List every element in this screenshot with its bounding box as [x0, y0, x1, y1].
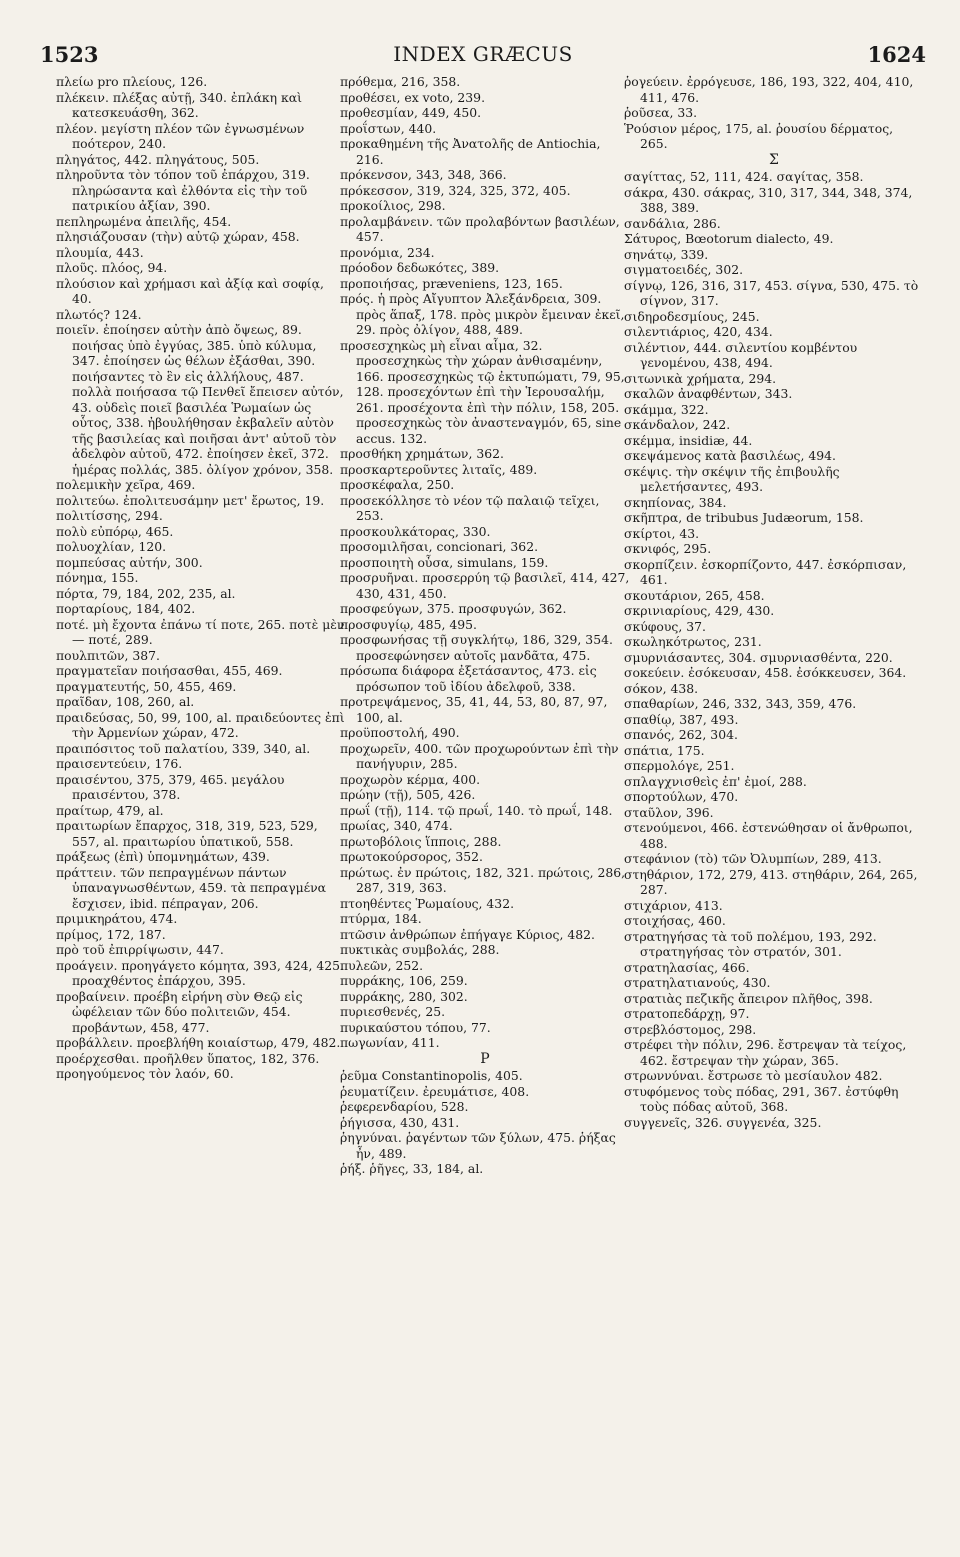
- index-entry: σπλαγχνισθεὶς ἐπ' ἐμοί, 288.: [624, 773, 807, 789]
- index-entry: πορταρίους, 184, 402.: [56, 601, 196, 616]
- index-entry: προσφωνήσας τῇ συγκλήτῳ, 186, 329, 354. προσεφώνησεν αὐτοῖς μανδᾶτα, 475.: [340, 632, 613, 663]
- index-entry: προθέσει, ex voto, 239.: [340, 89, 486, 105]
- index-entry: πρόκενσον, 343, 348, 366.: [340, 167, 507, 182]
- index-entry: προΐστων, 440.: [340, 120, 437, 136]
- index-entry: πλωτός? 124.: [56, 306, 142, 322]
- index-entry: πραισεντεύειν, 176.: [56, 756, 183, 771]
- index-entry: σταῦλον, 396.: [624, 804, 714, 820]
- index-entry: πτῶσιν ἀνθρώπων ἐπήγαγε Κύριος, 482.: [340, 926, 595, 942]
- page-header: [40, 40, 926, 70]
- index-entry: προχωρεῖν, 400. τῶν προχωρούντων ἐπὶ τὴν πανήγυριν, 285.: [340, 740, 619, 771]
- index-entry: πολυοχλίαν, 120.: [56, 539, 167, 554]
- index-entry: πλοῦς. πλόος, 94.: [56, 260, 168, 275]
- index-entry: σκορπίζειν. ἐσκορπίζοντο, 447. ἐσκόρπισαν, 461.: [624, 556, 907, 587]
- index-entry: Σάτυρος, Bœotorum dialecto, 49.: [624, 231, 834, 246]
- index-entry: πυρικαύστου τόπου, 77.: [340, 1019, 491, 1035]
- index-entry: σοκεύειν. ἐσόκευσαν, 458. ἐσόκκευσεν, 364.: [624, 665, 907, 680]
- index-entry: σπαθίῳ, 387, 493.: [624, 711, 739, 727]
- index-entry: προκοίλιος, 298.: [340, 198, 446, 213]
- index-entry: σκαλῶν ἀναφθέντων, 343.: [624, 386, 793, 401]
- index-entry: ποιεῖν. ἐποίησεν αὐτὴν ἀπὸ ὄψεως, 89. ποιήσας ὑπὸ ἐγγύας, 385. ὑπὸ κύλυμα, 347. ἐποίησεν ὡς θέλων ἐξάσθαι, 390. ποιήσαντες τὸ ἓν εἰς ἀλλήλους, 487. πολλὰ ποιήσασα τῷ Πενθεῖ ἔπεισεν αὐτόν, 43. οὐδεὶς ποιεῖ βασιλέα Ῥωμαίων ὡς οὗτος, 338. ἠβουλήθησαν ἐκβαλεῖν αὐτὸν τῆς βασιλείας καὶ ποιῆσαι ἀντ' αὐτοῦ τὸν ἀδελφὸν αὐτοῦ, 472. ἐποίησεν ἐκεῖ, 372. ἡμέρας πολλάς, 385. ὀλίγον χρόνον, 358.: [56, 322, 344, 477]
- index-entry: σηνάτῳ, 339.: [624, 246, 709, 262]
- index-entry: προκαθημένη τῆς Ἀνατολῆς de Antiochia, 216.: [340, 136, 601, 167]
- index-entry: ῥήγισσα, 430, 431.: [340, 1114, 460, 1130]
- page-number-left: 1523: [40, 42, 99, 67]
- index-entry: πράττειν. τῶν πεπραγμένων πάντων ὑπαναγνωσθέντων, 459. τὰ πεπραγμένα ἔσχισεν, ibid. πέπραγαν, 206.: [56, 864, 327, 911]
- index-entry: σπαθαρίων, 246, 332, 343, 359, 476.: [624, 696, 857, 711]
- index-entry: πραισέντου, 375, 379, 465. μεγάλου πραισέντου, 378.: [56, 771, 285, 802]
- index-entry: σκέμμα, insidiæ, 44.: [624, 432, 753, 448]
- section-letter: Ρ: [480, 1050, 490, 1067]
- index-entry: πυκτικὰς συμβολάς, 288.: [340, 942, 500, 957]
- index-entry: στηθάριον, 172, 279, 413. στηθάριν, 264, 265, 287.: [624, 866, 918, 897]
- index-entry: προσφεύγων, 375. προσφυγών, 362.: [340, 601, 567, 616]
- index-entry: πληροῦντα τὸν τόπον τοῦ ἐπάρχου, 319. πληρώσαντα καὶ ἐλθόντα εἰς τὴν τοῦ πατρικίου ἀξίαν, 390.: [56, 167, 310, 213]
- index-entry: ῥεφερενδαρίου, 528.: [340, 1099, 469, 1114]
- index-entry: στρατιὰς πεζικῆς ἄπειρον πλῆθος, 398.: [624, 990, 873, 1006]
- index-entry: προτρεψάμενος, 35, 41, 44, 53, 80, 87, 97, 100, al.: [340, 694, 608, 725]
- index-entry: πομπεύσας αὐτήν, 300.: [56, 554, 203, 570]
- index-entry: πόρτα, 79, 184, 202, 235, al.: [56, 585, 236, 601]
- index-entry: προβαίνειν. προέβη εἰρήνη σὺν Θεῷ εἰς ὠφέλειαν τῶν δύο πολιτειῶν, 454. προβάντων, 458, 477.: [56, 988, 303, 1035]
- index-entry: πραιπόσιτος τοῦ παλατίου, 339, 340, al.: [56, 740, 311, 756]
- index-entry: ῥηγνύναι. ῥαγέντων τῶν ξύλων, 475. ῥήξας ἦν, 489.: [340, 1130, 616, 1161]
- index-entry: πρόθεμα, 216, 358.: [340, 74, 461, 89]
- index-entry: στοιχήσας, 460.: [624, 913, 726, 928]
- index-entry: πουλπιτῶν, 387.: [56, 647, 160, 663]
- index-entry: σκρινιαρίους, 429, 430.: [624, 603, 775, 618]
- index-entry: στυφόμενος τοὺς πόδας, 291, 367. ἐστύφθη τοὺς πόδας αὐτοῦ, 368.: [624, 1083, 899, 1114]
- index-entry: προσκουλκάτορας, 330.: [340, 523, 491, 539]
- index-entry: πρωΐ (τῇ), 114. τῷ πρωΐ, 140. τὸ πρωΐ, 148.: [340, 802, 613, 818]
- index-entry: πυρράκης, 280, 302.: [340, 988, 468, 1004]
- index-entry: πρόοδον δεδωκότες, 389.: [340, 260, 500, 275]
- index-entry: στρατηλασίας, 466.: [624, 959, 750, 975]
- index-entry: σκάμμα, 322.: [624, 401, 709, 417]
- index-entry: πραίτωρ, 479, al.: [56, 802, 164, 818]
- index-entry: προθεσμίαν, 449, 450.: [340, 105, 482, 120]
- index-entry: πολὺ εὐπόρῳ, 465.: [56, 523, 174, 539]
- index-entry: σκίρτοι, 43.: [624, 525, 700, 541]
- index-entry: πωγωνίαν, 411.: [340, 1035, 440, 1050]
- index-entry: σάκρα, 430. σάκρας, 310, 317, 344, 348, 374, 388, 389.: [624, 184, 913, 215]
- index-entry: σόκον, 438.: [624, 680, 699, 696]
- index-entry: πτοηθέντες Ῥωμαίους, 432.: [340, 895, 515, 911]
- index-entry: πρός. ἡ πρὸς Αἴγυπτον Ἀλεξάνδρεια, 309. πρὸς ἅπαξ, 178. πρὸς μικρὸν ἔμειναν ἐκεῖ, 29. πρὸς ὀλίγον, 488, 489.: [340, 291, 625, 337]
- index-entry: πραιδεύσας, 50, 99, 100, al. πραιδεύοντες ἐπὶ τὴν Ἀρμενίων χώραν, 472.: [56, 709, 345, 740]
- index-entry: σιλέντιον, 444. σιλεντίου κομβέντου γενομένου, 438, 494.: [624, 339, 858, 370]
- index-entry: πεπληρωμένα ἀπειλῆς, 454.: [56, 213, 232, 229]
- index-entry: πράξεως (ἐπὶ) ὑπομνημάτων, 439.: [56, 849, 270, 864]
- running-title: INDEX GRÆCUS: [393, 42, 573, 66]
- index-entry: στρατοπεδάρχῃ, 97.: [624, 1006, 750, 1021]
- index-entry: πριμικηράτου, 474.: [56, 911, 178, 926]
- index-entry: πόνημα, 155.: [56, 570, 139, 585]
- page-number-right: 1624: [867, 42, 926, 67]
- index-entry: συγγενεῖς, 326. συγγενέα, 325.: [624, 1114, 822, 1130]
- index-entry: στιχάριον, 413.: [624, 897, 723, 913]
- index-entry: πολιτεύω. ἐπολιτευσάμην μετ' ἔρωτος, 19.: [56, 492, 325, 508]
- index-entry: πληγάτος, 442. πληγάτους, 505.: [56, 151, 260, 167]
- index-entry: ῥεῦμα Constantinopolis, 405.: [340, 1068, 523, 1083]
- index-entry: προϋποστολή, 490.: [340, 725, 460, 740]
- index-entry: πρωτοβόλοις ἵπποις, 288.: [340, 833, 502, 849]
- index-entry: προηγούμενος τὸν λαόν, 60.: [56, 1066, 234, 1081]
- index-entry: πραῖδαν, 108, 260, al.: [56, 694, 195, 709]
- index-entry: πλουμία, 443.: [56, 244, 144, 260]
- index-entry: σπορτούλων, 470.: [624, 789, 739, 804]
- index-entry: πολιτίσσης, 294.: [56, 508, 163, 523]
- index-entry: στεφάνιον (τὸ) τῶν Ὀλυμπίων, 289, 413.: [624, 851, 882, 866]
- index-entry: ῥοῦσεα, 33.: [624, 105, 698, 120]
- index-column-1: [56, 74, 346, 1082]
- index-entry: πρὸ τοῦ ἐπιρρίψωσιν, 447.: [56, 942, 224, 957]
- index-entry: πρίμος, 172, 187.: [56, 926, 166, 942]
- index-entry: σπάτια, 175.: [624, 742, 705, 758]
- index-entry: ῥευματίζειν. ἐρευμάτισε, 408.: [340, 1083, 530, 1099]
- index-entry: προχωρὸν κέρμα, 400.: [340, 771, 481, 787]
- index-entry: προβάλλειν. προεβλήθη κοιαίστωρ, 479, 482.: [56, 1035, 341, 1050]
- index-entry: προσκέφαλα, 250.: [340, 477, 455, 492]
- index-entry: σκνιφός, 295.: [624, 541, 712, 556]
- index-entry: πλούσιον καὶ χρήμασι καὶ ἀξίᾳ καὶ σοφίᾳ, 40.: [56, 275, 324, 306]
- index-entry: ῥογεύειν. ἐρρόγευσε, 186, 193, 322, 404, 410, 411, 476.: [624, 74, 914, 105]
- index-column-2: [340, 74, 630, 1177]
- index-entry: πλέον. μεγίστη πλέον τῶν ἐγνωσμένων ποότερον, 240.: [56, 120, 305, 151]
- index-entry: σκῆπτρα, de tribubus Judæorum, 158.: [624, 510, 864, 525]
- index-entry: πρόσωπα διάφορα ἐξετάσαντος, 473. εἰς πρόσωπον τοῦ ἰδίου ἀδελφοῦ, 338.: [340, 663, 597, 694]
- index-entry: σμυρνιάσαντες, 304. σμυρνιασθέντα, 220.: [624, 649, 893, 665]
- index-entry: προσποιητὴ οὖσα, simulans, 159.: [340, 554, 549, 570]
- index-entry: σανδάλια, 286.: [624, 215, 721, 231]
- index-entry: πραγματευτής, 50, 455, 469.: [56, 678, 237, 694]
- index-entry: σπερμολόγε, 251.: [624, 758, 735, 773]
- index-entry: πρόκεσσον, 319, 324, 325, 372, 405.: [340, 182, 571, 198]
- index-entry: σιγματοειδές, 302.: [624, 262, 744, 277]
- index-entry: πρωίας, 340, 474.: [340, 818, 453, 833]
- index-column-3: [624, 74, 924, 1130]
- index-entry: σιλεντιάριος, 420, 434.: [624, 324, 773, 339]
- index-entry: προσθήκη χρημάτων, 362.: [340, 446, 504, 461]
- index-entry: πλησιάζουσαν (τὴν) αὐτῷ χώραν, 458.: [56, 229, 300, 244]
- index-entry: σιδηροδεσμίους, 245.: [624, 308, 760, 324]
- index-entry: πραιτωρίων ἔπαρχος, 318, 319, 523, 529, 557, al. πραιτωρίου ὑπατικοῦ, 558.: [56, 818, 318, 849]
- index-entry: προποιήσας, præveniens, 123, 165.: [340, 275, 563, 291]
- index-entry: προσκαρτεροῦντες λιταῖς, 489.: [340, 461, 538, 477]
- index-entry: στρατηλατιανούς, 430.: [624, 975, 771, 990]
- index-entry: σπανός, 262, 304.: [624, 727, 738, 742]
- index-entry: ποτέ. μὴ ἔχοντα ἐπάνω τί ποτε, 265. ποτὲ μὲν — ποτέ, 289.: [56, 616, 345, 647]
- index-entry: σκύφους, 37.: [624, 618, 706, 634]
- index-entry: πραγματεῖαν ποιήσασθαι, 455, 469.: [56, 663, 283, 678]
- index-entry: προσεσχηκὼς μὴ εἶναι αἷμα, 32. προσεσχηκὼς τὴν χώραν ἀνθισαμένην, 166. προσεσχηκὼς τῷ ἐκτυπώματι, 79, 95, 128. προσεχόντων ἐπὶ τὴν Ἱερουσαλήμ, 261. προσέχοντα ἐπὶ τὴν πόλιν, 158, 205. προσεσχηκὼς τὸν ἀναστεναγμόν, 65, sine accus. 132.: [340, 337, 625, 446]
- index-entry: προσομιλῆσαι, concionari, 362.: [340, 539, 539, 554]
- index-entry: προνόμια, 234.: [340, 244, 435, 260]
- index-entry: πρωτοκούρσορος, 352.: [340, 849, 483, 864]
- index-entry: στρέφει τὴν πόλιν, 296. ἔστρεψαν τὰ τείχος, 462. ἔστρεψαν τὴν χώραν, 365.: [624, 1037, 907, 1068]
- index-entry: προλαμβάνειν. τῶν προλαβόντων βασιλέων, 457.: [340, 213, 620, 244]
- index-entry: σκέψις. τὴν σκέψιν τῆς ἐπιβουλῆς μελετήσαντες, 493.: [624, 463, 840, 494]
- index-entry: στρωννύναι. ἔστρωσε τὸ μεσίαυλον 482.: [624, 1068, 883, 1083]
- index-entry: σιτωνικὰ χρήματα, 294.: [624, 370, 777, 386]
- index-entry: πυλεῶν, 252.: [340, 957, 424, 973]
- index-entry: προσφυγίῳ, 485, 495.: [340, 616, 477, 632]
- index-entry: στενούμενοι, 466. ἐστενώθησαν οἱ ἄνθρωποι, 488.: [624, 820, 913, 851]
- index-entry: προσρυῆναι. προσερρύη τῷ βασιλεῖ, 414, 427, 430, 431, 450.: [340, 570, 630, 601]
- index-entry: πρώτως. ἐν πρώτοις, 182, 321. πρώτοις, 286, 287, 319, 363.: [340, 864, 626, 895]
- index-entry: σκωληκότρωτος, 231.: [624, 634, 762, 649]
- index-entry: σκηπίονας, 384.: [624, 494, 727, 510]
- index-entry: σκουτάριον, 265, 458.: [624, 587, 765, 603]
- section-letter: Σ: [769, 151, 779, 168]
- index-entry: πυριεσθενές, 25.: [340, 1004, 446, 1019]
- index-entry: πολεμικὴν χεῖρα, 469.: [56, 477, 196, 492]
- index-entry: προάγειν. προηγάγετο κόμητα, 393, 424, 425. προαχθέντος ἐπάρχου, 395.: [56, 957, 344, 988]
- index-entry: σκεψάμενος κατὰ βασιλέως, 494.: [624, 448, 836, 463]
- index-entry: προσεκόλλησε τὸ νέον τῷ παλαιῷ τεῖχει, 253.: [340, 492, 600, 523]
- index-entry: Ῥούσιον μέρος, 175, al. ῥουσίου δέρματος, 265.: [624, 120, 894, 151]
- index-entry: πρώην (τῇ), 505, 426.: [340, 787, 476, 802]
- index-entry: προέρχεσθαι. προῆλθεν ὕπατος, 182, 376.: [56, 1050, 320, 1066]
- index-entry: πτύρμα, 184.: [340, 911, 422, 926]
- index-entry: στρεβλόστομος, 298.: [624, 1021, 757, 1037]
- index-entry: σαγίττας, 52, 111, 424. σαγίτας, 358.: [624, 169, 864, 184]
- index-entry: στρατηγήσας τὰ τοῦ πολέμου, 193, 292. στρατηγήσας τὸν στρατόν, 301.: [624, 928, 877, 959]
- index-entry: σίγνῳ, 126, 316, 317, 453. σίγνα, 530, 475. τὸ σίγνον, 317.: [624, 277, 919, 308]
- index-entry: πλείω pro πλείους, 126.: [56, 74, 208, 89]
- index-entry: πυρράκης, 106, 259.: [340, 973, 468, 988]
- index-entry: ῥήξ. ῥῆγες, 33, 184, al.: [340, 1161, 484, 1176]
- index-entry: σκάνδαλον, 242.: [624, 417, 731, 432]
- index-entry: πλέκειν. πλέξας αὐτῇ, 340. ἐπλάκη καὶ κατεσκευάσθη, 362.: [56, 89, 303, 120]
